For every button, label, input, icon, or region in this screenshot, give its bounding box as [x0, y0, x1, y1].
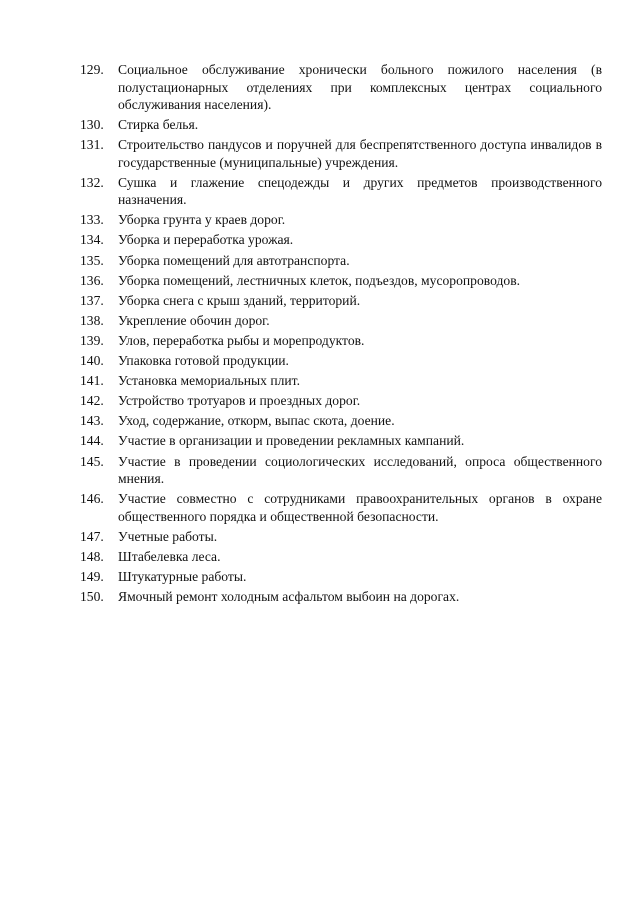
list-item [80, 312, 602, 330]
item-text: Штукатурные работы. [118, 568, 247, 584]
list-item [80, 372, 602, 390]
item-text: Укрепление обочин дорог. [118, 312, 270, 328]
item-text: Участие совместно с сотрудниками правоохранительных органов в охране общественного порядка и общественной безопасности. [118, 491, 602, 524]
item-number: 141. [80, 373, 104, 389]
item-number: 133. [80, 212, 104, 228]
item-text: Улов, переработка рыбы и морепродуктов. [118, 332, 365, 348]
item-text: Уборка и переработка урожая. [118, 232, 294, 248]
item-text: Ямочный ремонт холодным асфальтом выбоин на дорогах. [118, 588, 460, 604]
item-text: Штабелевка леса. [118, 548, 221, 564]
item-text: Уборка помещений, лестничных клеток, подъездов, мусоропроводов. [118, 272, 521, 288]
item-number: 149. [80, 568, 104, 584]
item-number: 148. [80, 548, 104, 564]
list-item [80, 392, 602, 410]
item-number: 130. [80, 117, 104, 133]
item-text: Строительство пандусов и поручней для беспрепятственного доступа инвалидов в государственные (муниципальные) учреждения. [118, 137, 602, 170]
item-text: Социальное обслуживание хронически больного пожилого населения (в полустационарных отделениях при комплексных центрах социального обслуживания населения). [118, 62, 602, 112]
list-item [80, 588, 602, 606]
list-item [80, 528, 602, 546]
item-text: Упаковка готовой продукции. [118, 353, 289, 369]
list-item [80, 61, 602, 114]
item-text: Учетные работы. [118, 528, 218, 544]
list-item [80, 412, 602, 430]
item-text: Установка мемориальных плит. [118, 373, 300, 389]
list-item [80, 252, 602, 270]
list-item [80, 548, 602, 566]
item-number: 147. [80, 528, 104, 544]
list-item [80, 211, 602, 229]
item-number: 132. [80, 174, 104, 190]
item-number: 145. [80, 453, 104, 469]
item-number: 136. [80, 272, 104, 288]
list-item [80, 231, 602, 249]
item-text: Стирка белья. [118, 117, 199, 133]
list-item [80, 432, 602, 450]
item-text: Сушка и глажение спецодежды и других предметов производственного назначения. [118, 174, 602, 208]
item-text: Участие в организации и проведении рекламных кампаний. [118, 433, 465, 449]
item-number: 131. [80, 137, 104, 153]
list-item [80, 136, 602, 171]
numbered-list [80, 61, 602, 608]
item-number: 144. [80, 433, 104, 449]
item-number: 150. [80, 588, 104, 604]
item-text: Уборка снега с крыш зданий, территорий. [118, 292, 361, 308]
item-number: 137. [80, 292, 104, 308]
item-number: 135. [80, 252, 104, 268]
item-number: 138. [80, 312, 104, 328]
item-number: 146. [80, 491, 104, 507]
list-item [80, 272, 602, 290]
item-text: Устройство тротуаров и проездных дорог. [118, 393, 361, 409]
list-item [80, 352, 602, 370]
item-text: Уборка грунта у краев дорог. [118, 212, 286, 228]
item-number: 140. [80, 353, 104, 369]
item-number: 129. [80, 62, 104, 77]
item-number: 139. [80, 332, 104, 348]
list-item [80, 174, 602, 209]
item-number: 142. [80, 393, 104, 409]
item-text: Уборка помещений для автотранспорта. [118, 252, 350, 268]
item-text: Участие в проведении социологических исследований, опроса общественного мнения. [118, 453, 602, 486]
list-item [80, 453, 602, 488]
list-item [80, 292, 602, 310]
item-number: 143. [80, 413, 104, 429]
list-item [80, 568, 602, 586]
item-text: Уход, содержание, откорм, выпас скота, доение. [118, 413, 395, 429]
list-item [80, 490, 602, 525]
item-number: 134. [80, 232, 104, 248]
list-item [80, 332, 602, 350]
list-item [80, 116, 602, 134]
